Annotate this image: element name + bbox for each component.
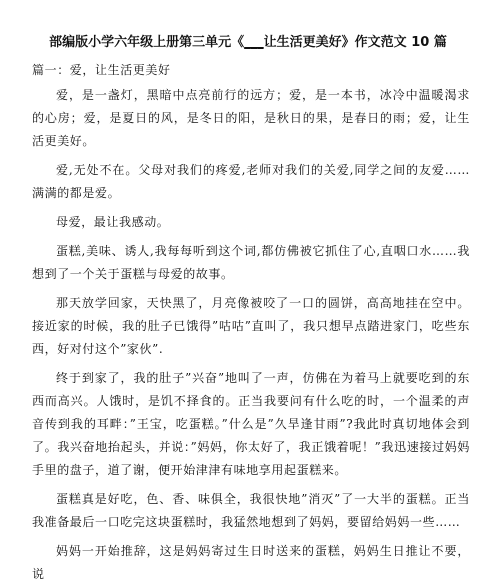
section-heading: 篇一：爱，让生活更美好 bbox=[32, 63, 171, 77]
paragraph: 母爱，最让我感动。 bbox=[56, 215, 170, 229]
paragraph-partial: 妈妈一开始推辞，这是妈妈寄过生日时送来的蛋糕，妈妈生日推让不要，说 bbox=[32, 544, 470, 581]
document-title bbox=[0, 34, 496, 52]
paragraph: 蛋糕,美味、诱人,我每每听到这个词,都仿佛被它抓住了心,直咽口水……我想到了一个关于蛋糕与母爱的故事。 bbox=[32, 244, 470, 281]
essay-body bbox=[32, 59, 470, 581]
paragraph: 那天放学回家，天快黑了，月亮像被咬了一口的圆饼，高高地挂在空中。接近家的时候，我的肚子已饿得”咕咕”直叫了，我只想早点踏进家门，吃些东西，好对付这个”家伙”. bbox=[32, 296, 470, 356]
paragraph: 爱,无处不在。父母对我们的疼爱,老师对我们的关爱,同学之间的友爱……满满的都是爱。 bbox=[32, 163, 470, 200]
paragraph: 蛋糕真是好吃，色、香、味俱全，我很快地”消灭”了一大半的蛋糕。正当我准备最后一口吃完这块蛋糕时，我猛然地想到了妈妈，要留给妈妈一些…… bbox=[32, 492, 470, 529]
paragraph: 终于到家了，我的肚子”兴奋”地叫了一声，仿佛在为着马上就要吃到的东西而高兴。人饿时，是饥不择食的。正当我要问有什么吃的时，一个温柔的声音传到我的耳畔：”王宝，吃蛋糕。”什么是”久旱逢甘雨”?我此时真切地体会到了。我兴奋地抬起头，并说：”妈妈，你太好了，我正饿着呢！”我迅速接过妈妈手里的盘子，道了谢，便开始津津有味地享用起蛋糕来。 bbox=[32, 371, 470, 477]
paragraph: 爱，是一盏灯，黑暗中点亮前行的远方；爱，是一本书，冰冷中温暖渴求的心房；爱，是夏日的风，是冬日的阳，是秋日的果，是春日的雨；爱，让生活更美好。 bbox=[32, 88, 470, 148]
title-blank: ___ bbox=[244, 35, 264, 50]
title-suffix: 让生活更美好》作文范文 10 篇 bbox=[263, 35, 447, 50]
title-prefix: 部编版小学六年级上册第三单元《 bbox=[49, 35, 245, 50]
